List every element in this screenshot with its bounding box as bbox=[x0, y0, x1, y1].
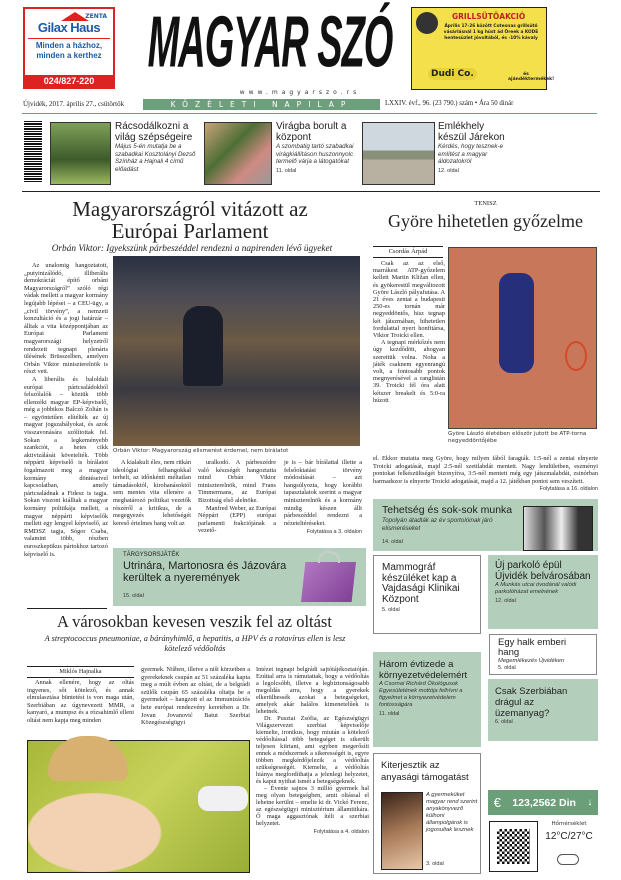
lottery-box[interactable] bbox=[113, 548, 366, 606]
grill-icon bbox=[416, 12, 438, 34]
ad-brand-top: ZENTA bbox=[85, 13, 107, 20]
child-hair bbox=[48, 736, 128, 781]
lead-continued[interactable]: Folytatása a 3. oldalon bbox=[306, 529, 362, 536]
teaser-page: 12. oldal bbox=[438, 167, 459, 174]
ad-grill-text: Április 17-26 között Cotexnas grillsütő vásárlásnál 1 kg húst ád Öreek a KODE hentesüzlet jóvoltából, és -10% kávaly bbox=[443, 24, 539, 41]
box-title: Kiterjesztik az anyasági támogatást bbox=[381, 760, 469, 783]
paragraph: Manfred Weber, az Európai Néppárt (EPP) európai parlamenti frakciójának a vezető- bbox=[198, 504, 276, 535]
exchange-value: 123,2562 Din bbox=[512, 796, 576, 809]
tennis-full-block bbox=[373, 455, 598, 493]
teaser-title: Rácsodálkozni a világ szépségeire bbox=[115, 121, 193, 143]
teaser-title: Virágba borult a központ bbox=[276, 121, 347, 143]
qr-code[interactable] bbox=[489, 821, 538, 872]
teaser-desc: A szombatig tartó szabadkai virágkiállításon huszonnyolc termelő várja a látogatókat bbox=[276, 143, 354, 165]
bag-handle bbox=[318, 551, 340, 563]
box-title: Három évtizede a környezetvédelemért bbox=[379, 659, 468, 681]
vaccine-headline[interactable]: A városokban kevesen veszik fel az oltást bbox=[57, 612, 332, 631]
box-maternity[interactable] bbox=[373, 753, 481, 874]
vaccine-subhead: A streptococcus pneumoniae, a bárányhimlő, a hepatitis, a HPV és a rotavírus ellen is lesz kötelező védőoltás bbox=[44, 634, 346, 653]
ad-brand: Gilax Haus bbox=[37, 20, 101, 35]
lead-column-3 bbox=[198, 459, 276, 535]
weather-temps: 12°C/27°C bbox=[545, 831, 593, 842]
box-desc: A Csornai Richárd Ökológusok Egyesületének mottója felhívni a figyelmet a környezetvédelem fontosságára bbox=[379, 681, 463, 708]
teaser-2[interactable] bbox=[276, 121, 360, 174]
teaser-rule bbox=[22, 191, 600, 192]
tennis-full-width: el. Ekkor mutatta meg Györe, hogy milyen fából faragták. 1:5-nél a zentai elnyerte Troicki adogatását, majd 2:5-nél szettlabdát mentett. Nagy lendületben, eszményi pontokat felkészültségét bizonyítva, 3:5-nél mentett még egy játszmalabdát, zsinórban harmadszor is elnyerte Troicki adogatását, majd a 12. játékban pontot sem veszített. bbox=[373, 455, 598, 485]
tennis-byline: Csordás Árpád bbox=[373, 246, 443, 258]
vaccine-photo[interactable] bbox=[27, 740, 250, 873]
box-page: 6. oldal bbox=[495, 719, 513, 725]
house-roof-icon bbox=[61, 12, 89, 21]
box-quiet-voice[interactable] bbox=[489, 634, 597, 675]
lottery-page: 15. oldal bbox=[123, 593, 144, 599]
paragraph: Csak az az első, marrákest ATP-győzelem kellett Martin Kližan ellen, és gyökerestül megváltozott Györe László pályafutása. A 21 éves zentai a budapesti 250-es tornán már negyeddöntős, hisz tegnap két játszmában, hihetetlen fordulattal nyert honfitársa, Viktor Troicki ellen. bbox=[373, 260, 445, 340]
teaser-1[interactable] bbox=[115, 121, 201, 173]
lead-column-1 bbox=[24, 262, 108, 558]
tennis-photo[interactable] bbox=[448, 247, 597, 429]
ad-gilax-haus[interactable] bbox=[23, 7, 115, 89]
ad-slogan: Minden a házhoz, minden a kerthez bbox=[28, 38, 110, 60]
paragraph: A liberális és baloldali európai pártcsaládokból felszólalók – köztük több ellenzéki magyar EP-képviselő, még a jobbikos Balczó Zoltán is – egyöntetűen elítélték az új magyar jogszabályokat, és azok visszavonására szólítottak fel. Sokan a legkeményebb szankciót, a hetes cikk aktivizálását követelték. Több néppárti képviselő is bírálatot fogalmazott meg a magyar kormány döntéseivel kapcsolatban, amely pártcsaládnak a Fidesz is tagja. Sokan viszont kiálltak a magyar kormány politikája mellett, a magyar néppárti képviselők mellett egy lengyel képviselő, az RMDSZ tagja, Sógor Csaba, valamint több, részben euroszkeptikus pártokhoz tartozó képviselő is. bbox=[24, 375, 108, 558]
arrow-down-icon: ↓ bbox=[587, 797, 593, 808]
box-parking[interactable] bbox=[488, 555, 598, 629]
lead-column-rule bbox=[27, 608, 107, 609]
paragraph: Annak ellenére, hogy az oltás ingyenes, sőt kötelező, és annak elmulasztása büntetést is von maga után, Szerbiában az úgynevezett MMR, a kanyaró, a mumpsz és a rózsahimlő elleni oltást nem kapja meg minden bbox=[27, 679, 134, 724]
teaser-title: Emlékhely készül Járekon bbox=[438, 121, 505, 143]
euro-icon: € bbox=[493, 795, 501, 810]
tennis-kicker: TENISZ bbox=[474, 200, 497, 207]
paragraph: A kialakult éles, nem ritkán ideológiai felhangokkal terhelt, az időnkénti méltatlan támadásoktól, kirohanásoktól sem mentes vita ellenére a meghatározó politikai vezetők részéről a kritikus, de a megegyezés lehetőségét kereső értelmes hang volt az bbox=[113, 459, 191, 527]
box-page: 3. oldal bbox=[426, 861, 444, 867]
masthead-url: www.magyarszo.rs bbox=[239, 89, 361, 96]
syringe-hand bbox=[198, 786, 248, 811]
box-page: 11. oldal bbox=[379, 711, 400, 717]
paragraph: Intézet tegnapi belgrádi sajtótájékoztatóján. Ezúttal arra is rámutattak, hogy a védőoltás a legolcsóbb, illetve a legbiztonságosabb megoldás arra, hogy a gyerekek elkerülhessék azokat a betegségeket, amelyek akár halálos kimenetelűek is lehetnek. bbox=[256, 666, 369, 715]
player-figure bbox=[499, 273, 534, 373]
lead-subhead: Orbán Viktor: Igyekszünk párbeszéddel rendezni a napirenden lévő ügyeket bbox=[51, 244, 333, 254]
tennis-column bbox=[373, 260, 445, 404]
vaccine-byline: Miklós Hajnalka bbox=[27, 666, 134, 678]
masthead-tagline: KÖZÉLETI NAPILAP bbox=[143, 99, 380, 110]
paragraph: Az unalomig hangoztatott, „putyinizálódó, illiberális demokráciát építő orbáni Magyarországról” szóló régi vádak mellett a magyar kormány legújabb lépései – a CEU-ügy, a „civil törvény”, a nemzeti konzultáció és a jogi határzár – álltak a vita középpontjában az Európai Parlament magyarországi helyzetről rendezett tegnapi plenáris ülésének Brüsszelben, amelyen Orbán Viktor miniszterelnök is részt vett. bbox=[24, 262, 108, 376]
masthead-title: MAGYAR SZÓ bbox=[147, 3, 393, 84]
vaccine-column-1 bbox=[27, 679, 134, 725]
vaccine-continued[interactable]: Folytatása a 4. oldalon bbox=[313, 829, 369, 835]
talent-photo bbox=[523, 506, 593, 551]
paragraph: uralkodó. A párbeszédre való készségét hangoztatta mind Orbán Viktor miniszterelnök, mind Frans Timmermans, az Európai Bizottság első alelnöke. bbox=[198, 459, 276, 504]
talent-box[interactable] bbox=[373, 499, 598, 551]
issue-number: LXXIV. évf., 96. (23 790.) szám • Ára 50 dinár bbox=[385, 100, 514, 107]
barcode bbox=[24, 121, 42, 183]
box-page: 5. oldal bbox=[382, 607, 400, 613]
vaccine-column-3 bbox=[256, 666, 369, 836]
ad-phone: 024/827-220 bbox=[25, 75, 113, 87]
paragraph: Dr. Pusztai Zsófia, az Egészségügyi Világszervezet szerbiai képviselője kiemelte, ironikus, hogy miután a kötelező védőoltással több betegséget is sikerült teljesen kiirtani, ami egyben megerősíti ennek a módszernek a sikerességét is, egyre többen megkérdőjelezik a védőoltás szükségességét. Kiemelte, a védőoltás hiánya megfordíthatja a jelenlegi helyzetet, és kaput nyithat ismét a betegségeknek. bbox=[256, 715, 369, 785]
talent-page: 14. oldal bbox=[382, 539, 403, 545]
qr-pattern bbox=[497, 829, 530, 864]
paragraph: gyermek. Nišben, illetve a niši körzetben a gyerekeknek csupán az 51 százaléka kapta meg a múlt évben az oltást, de a belgrádi szülők csupán 65 százaléka oltatja be a gyermekét – hangzott el az Immunizációs hete európai rendezvény keretében a Dr. Jovan Jovanović Batut Szerbiai Közegészségügyi bbox=[141, 666, 250, 727]
lead-column-2 bbox=[113, 459, 191, 527]
paragraph: A tegnapi mérkőzés nem úgy kezdődött, ahogyan szerettük volna. Noha a játék csaknem egyenrangú volt, a fontosabb pontok megnyerésével a ranglistán 39. Troicki fél óra alatt kétszer breakelt és 5:0-ra húzott bbox=[373, 339, 445, 404]
teaser-photo-1[interactable] bbox=[50, 122, 111, 185]
teaser-desc: Kérdés, hogy tesznek-e említést a magyar áldozatokról bbox=[438, 143, 504, 165]
baby-photo bbox=[381, 792, 423, 870]
box-title: Új parkoló épül Újvidék belvárosában bbox=[495, 560, 591, 582]
teaser-page: 11. oldal bbox=[276, 167, 297, 174]
speaker-figure bbox=[183, 306, 223, 386]
tennis-headline[interactable]: Györe hihetetlen győzelme bbox=[388, 211, 583, 231]
vaccine-column-2 bbox=[141, 666, 250, 727]
box-desc: A Munkás utcai óvodánál valódi parkolóházat emelnének bbox=[495, 582, 577, 595]
exchange-rate-bar bbox=[488, 790, 598, 815]
box-fuel[interactable] bbox=[488, 679, 598, 741]
box-title: Mammográf készüléket kap a Vajdasági Klinikai Központ bbox=[382, 562, 460, 605]
paragraph: je is – bár bírálattal illette a felsőoktatási törvény módosítását – azt hangsúlyozta, hogy korábbi tapasztalatok szerint a magyar miniszterelnök és a kormány mindig készen állt párbeszéddel rendezni a nézeteltéréseket. bbox=[284, 459, 362, 527]
talent-desc: Topolyán átadták az év sportolóinak járó elismeréseket bbox=[382, 517, 493, 532]
parliament-photo[interactable] bbox=[113, 256, 360, 446]
cloud-sun-icon bbox=[557, 854, 579, 865]
box-title: Egy halk emberi hang bbox=[498, 637, 567, 658]
masthead-rule bbox=[22, 113, 597, 114]
box-mammograph[interactable] bbox=[373, 555, 481, 634]
box-environment[interactable] bbox=[373, 652, 481, 747]
box-page: 5. oldal bbox=[498, 665, 516, 671]
box-title: Csak Szerbiában drágul az üzemanyag? bbox=[495, 686, 568, 719]
lottery-title: Utrinára, Martonosra és Jázovára kerültek a nyeremények bbox=[123, 560, 287, 584]
ad-grill[interactable] bbox=[411, 7, 555, 90]
lead-column-4 bbox=[284, 459, 362, 536]
issue-date: Újvidék, 2017. április 27., csütörtök bbox=[23, 100, 125, 108]
lottery-kicker: TÁRGYSORSJÁTÉK bbox=[123, 552, 180, 558]
talent-title: Tehetség és sok-sok munka bbox=[382, 504, 513, 516]
ad-grill-title: GRILLSÜTŐAKCIÓ bbox=[452, 12, 526, 21]
box-desc: A gyermeküket magyar rend szerint anyakönyvező külhoni állampolgárok is jogosultak lesznek bbox=[426, 792, 478, 833]
parliament-caption: Orbán Viktor: Magyarország elismerést érdemel, nem bírálatot bbox=[113, 448, 289, 454]
tennis-caption: Györe László életében először jutott be ATP-torna negyeddöntőjébe bbox=[448, 431, 587, 444]
shopping-bag-icon bbox=[301, 562, 356, 602]
ad-grill-footer: és ajándéktermékek! bbox=[508, 72, 555, 82]
teaser-3[interactable] bbox=[438, 121, 538, 174]
lead-headline[interactable]: Magyarországról vitázott az Európai Parlament bbox=[72, 197, 308, 243]
racket-icon bbox=[565, 341, 587, 371]
weather-label: Hőmérséklet bbox=[551, 821, 587, 827]
ad-grill-brand: Dudi Co. bbox=[428, 68, 477, 80]
teaser-photo-2[interactable] bbox=[204, 122, 272, 185]
tennis-continued[interactable]: Folytatása a 16. oldalon bbox=[539, 486, 598, 493]
teaser-desc: Május 5-én mutatja be a szabadkai Kosztolányi Dezső Színház a Hajnali 4 című előadást bbox=[115, 143, 196, 173]
box-desc: Megemlékezés Újvidéken bbox=[498, 658, 565, 664]
box-page: 12. oldal bbox=[495, 598, 516, 604]
teaser-photo-3[interactable] bbox=[362, 122, 435, 185]
paragraph: – Évente sajnos 3 millió gyermek hal meg olyan betegségben, amit oltással el lehetne kerülni – emelte ki dr. Vickó Ferenc, az egészségügyi minisztérium államtitkára. Ő maga aggasztónak ítéli a szerbiai helyzetet. bbox=[256, 785, 369, 827]
